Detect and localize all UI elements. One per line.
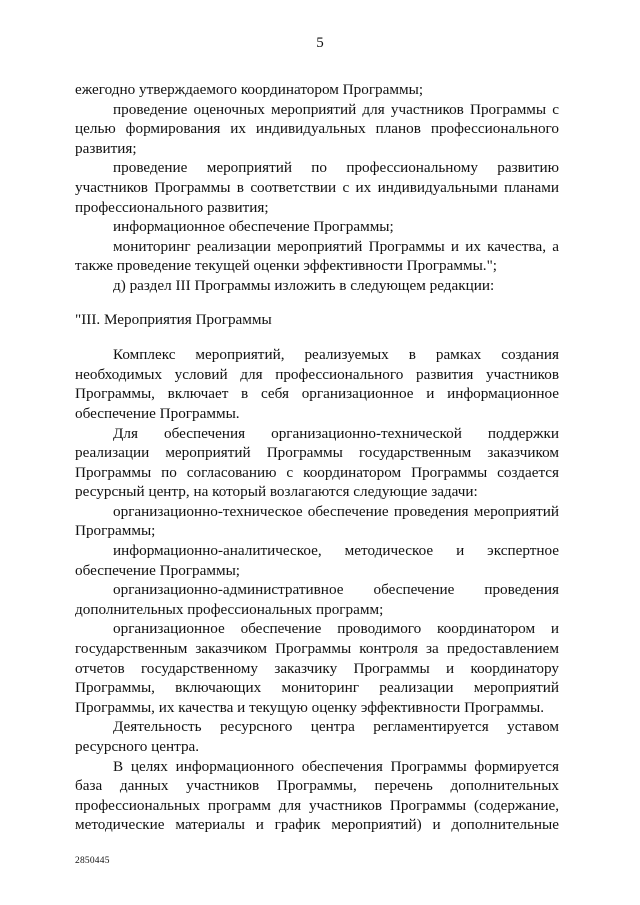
paragraph: информационно-аналитическое, методическое и экспертное обеспечение Программы; [75, 542, 559, 579]
document-body [75, 80, 559, 835]
paragraph: Комплекс мероприятий, реализуемых в рамках создания необходимых условий для профессионального развития участников Программы, включает в себя организационное и информационное обеспечение Программы. [75, 346, 559, 422]
paragraph: ежегодно утверждаемого координатором Программы; [75, 81, 424, 98]
document-id: 2850445 [75, 856, 110, 866]
paragraph: проведение оценочных мероприятий для участников Программы с целью формирования их индивидуальных планов профессионального развития; [75, 100, 559, 157]
paragraph: информационное обеспечение Программы; [113, 218, 394, 236]
paragraph: Для обеспечения организационно-технической поддержки реализации мероприятий Программы государственным заказчиком Программы по согласованию с координатором Программы создается ресурсный центр, на который возлагаются следующие задачи: [75, 424, 559, 501]
section-heading: "III. Мероприятия Программы [75, 310, 272, 328]
paragraph: организационно-административное обеспечение проведения дополнительных профессиональных программ; [75, 581, 559, 618]
paragraph: проведение мероприятий по профессиональному развитию участников Программы в соответствии с их индивидуальными планами профессионального развития; [75, 159, 559, 216]
paragraph: организационно-техническое обеспечение проведения мероприятий Программы; [75, 502, 559, 540]
page-number: 5 [316, 35, 324, 51]
paragraph: Деятельность ресурсного центра регламентируется уставом ресурсного центра. [75, 718, 559, 755]
paragraph: организационное обеспечение проводимого координатором и государственным заказчиком Программы контроля за предоставлением отчетов государственному заказчику Программы и координатору Программы, включающих мониторинг реализации мероприятий Программы, их качества и текущую оценку эффективности Программы. [75, 620, 559, 716]
paragraph: В целях информационного обеспечения Программы формируется база данных участников Программы, перечень дополнительных профессиональных программ для участников Программы (содержание, методические материалы и график мероприятий) и дополнительные [75, 757, 559, 834]
paragraph: д) раздел III Программы изложить в следующем редакции: [113, 276, 495, 294]
paragraph: мониторинг реализации мероприятий Программы и их качества, а также проведение текущей оценки эффективности Программы."; [75, 237, 559, 275]
